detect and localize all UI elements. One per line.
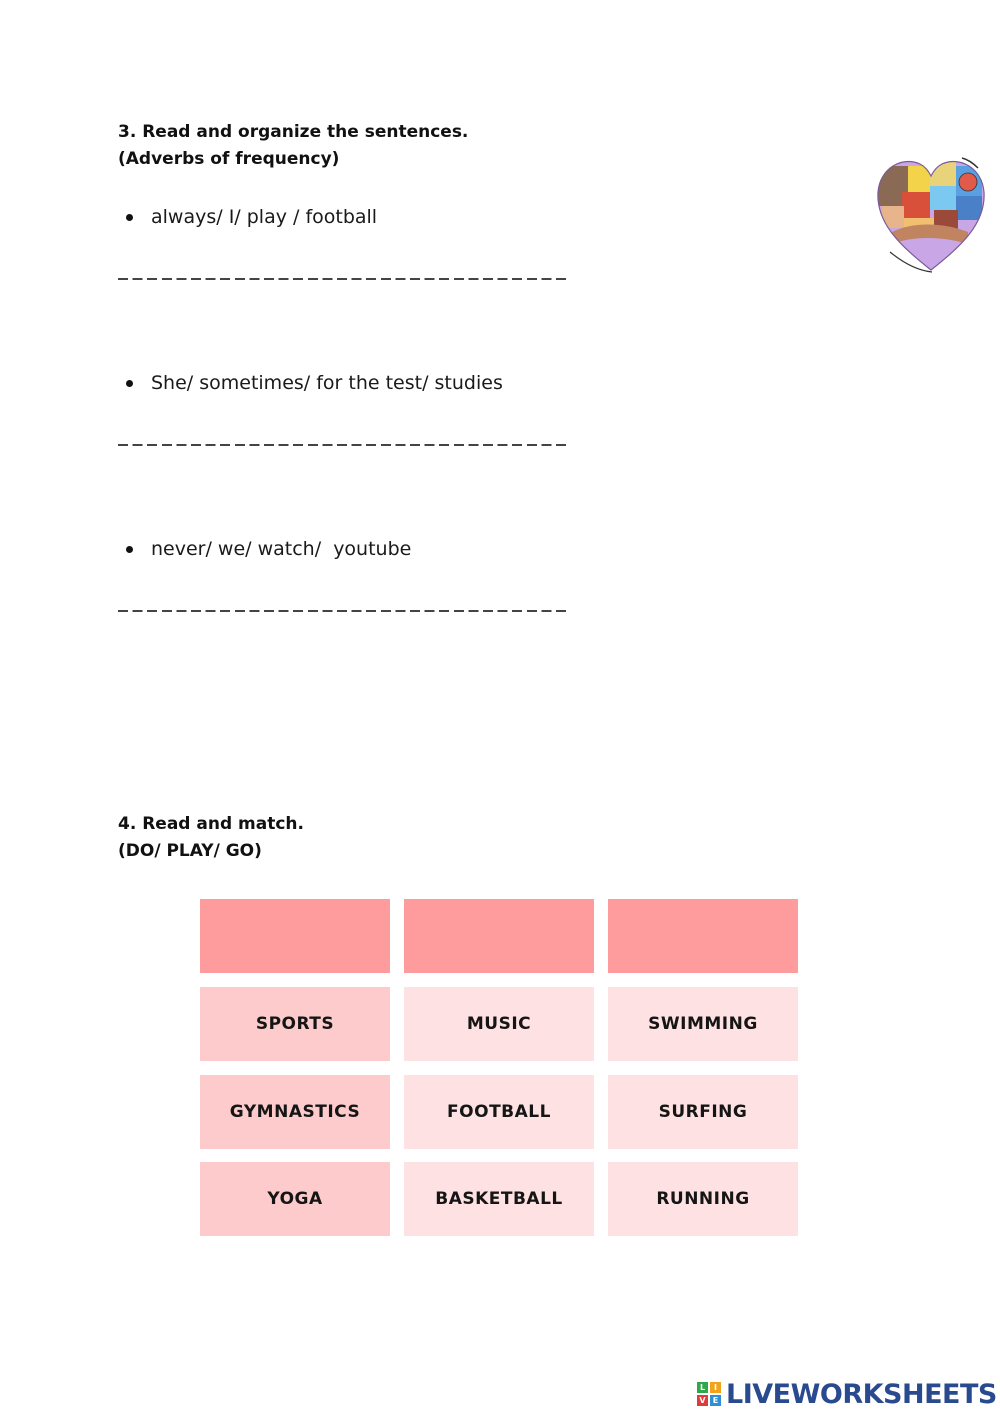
answer-line-3[interactable] [118, 610, 570, 612]
activity-card[interactable]: FOOTBALL [404, 1075, 594, 1149]
section-4-subtitle: (DO/ PLAY/ GO) [118, 841, 262, 861]
brand-name: LIVEWORKSHEETS [726, 1378, 997, 1410]
sentence-prompt: never/ we/ watch/ youtube [151, 538, 412, 560]
answer-line-2[interactable] [118, 444, 570, 446]
liveworksheets-brand[interactable] [697, 1376, 997, 1412]
list-item [126, 206, 377, 228]
bullet-icon [126, 214, 133, 221]
bullet-icon [126, 380, 133, 387]
brand-mark-letter: L [697, 1382, 708, 1393]
answer-line-1[interactable] [118, 278, 570, 280]
activity-card[interactable]: RUNNING [608, 1162, 798, 1236]
activity-card[interactable]: MUSIC [404, 987, 594, 1061]
activity-card[interactable]: YOGA [200, 1162, 390, 1236]
section-3-heading [118, 119, 468, 173]
list-item [126, 372, 503, 394]
brand-mark-letter: V [697, 1395, 708, 1406]
section-4-heading [118, 811, 304, 865]
bullet-icon [126, 546, 133, 553]
activity-card[interactable]: SURFING [608, 1075, 798, 1149]
sentence-prompt: She/ sometimes/ for the test/ studies [151, 372, 503, 394]
list-item [126, 538, 411, 560]
activity-card[interactable]: SPORTS [200, 987, 390, 1061]
activity-card[interactable]: SWIMMING [608, 987, 798, 1061]
activity-card[interactable]: GYMNASTICS [200, 1075, 390, 1149]
section-3-title: 3. Read and organize the sentences. [118, 122, 469, 142]
drop-target-cell[interactable] [200, 899, 390, 973]
section-3-subtitle: (Adverbs of frequency) [118, 149, 340, 169]
drop-target-cell[interactable] [404, 899, 594, 973]
school-heart-logo-icon [872, 152, 990, 280]
brand-mark-letter: I [710, 1382, 721, 1393]
activity-card[interactable]: BASKETBALL [404, 1162, 594, 1236]
brand-mark-letter: E [710, 1395, 721, 1406]
section-4-title: 4. Read and match. [118, 814, 304, 834]
liveworksheets-logo-icon [697, 1382, 721, 1406]
sentence-prompt: always/ I/ play / football [151, 206, 378, 228]
drop-target-cell[interactable] [608, 899, 798, 973]
